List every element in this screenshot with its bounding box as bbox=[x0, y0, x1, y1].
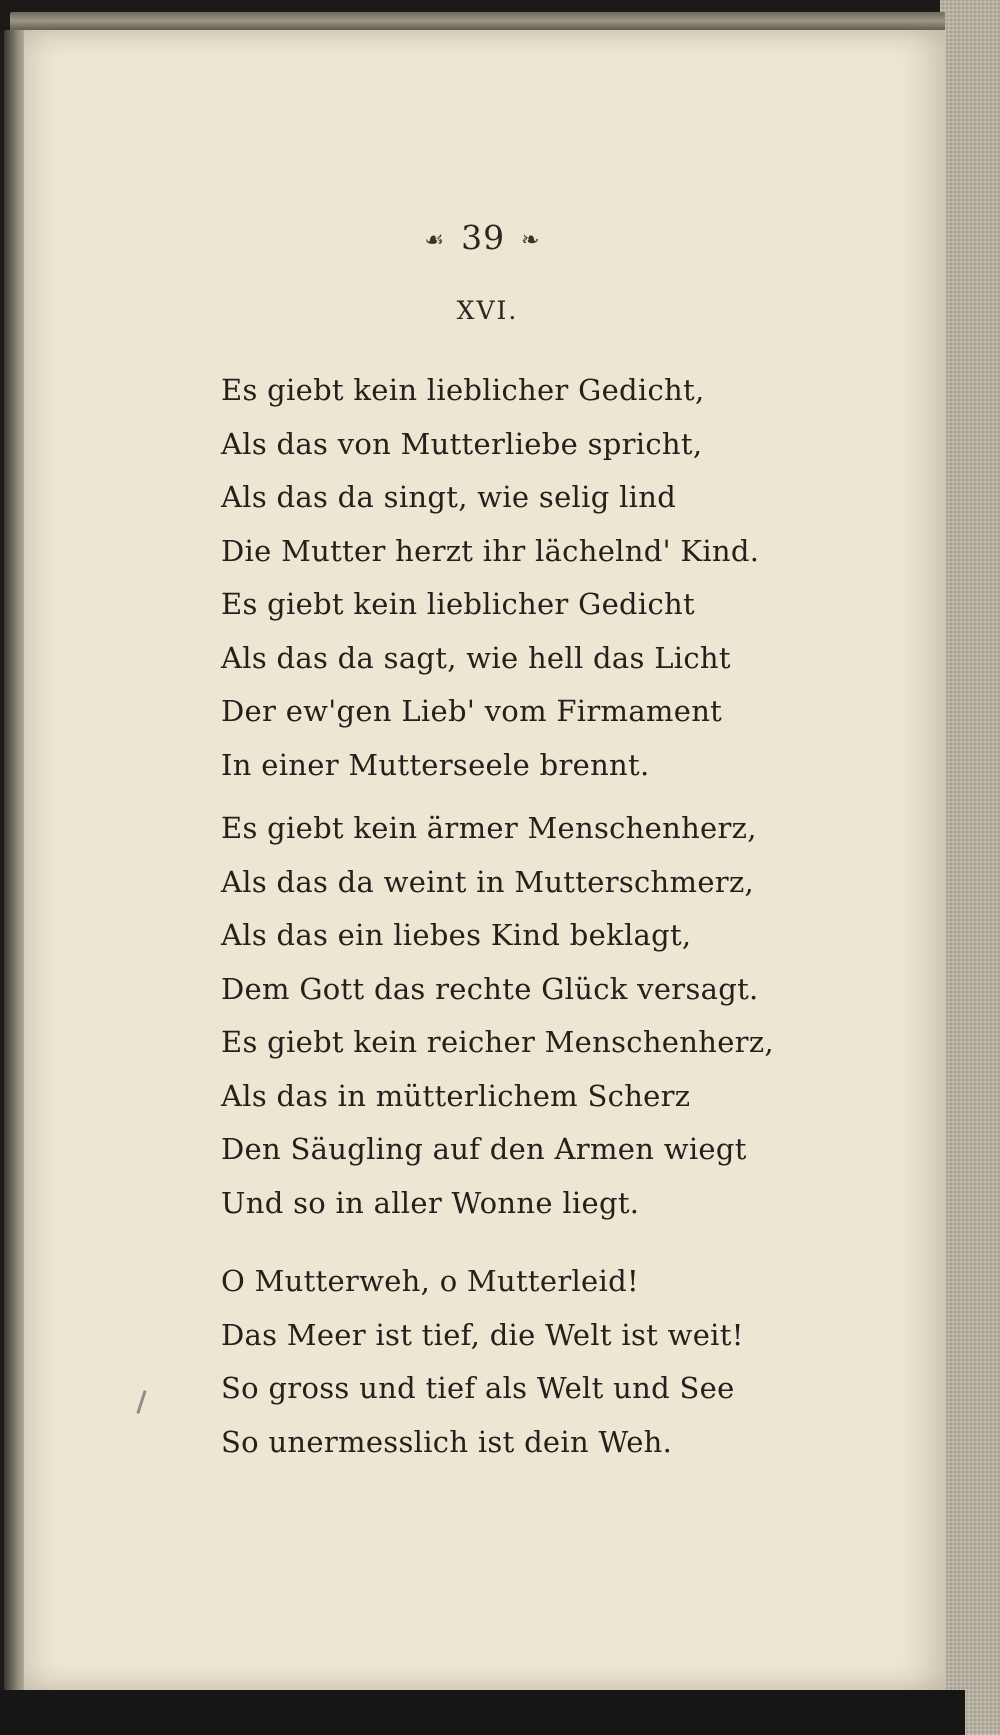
page-number: 39 bbox=[461, 218, 506, 257]
page-number-header bbox=[0, 218, 965, 257]
poem-line: In einer Mutterseele brennt. bbox=[221, 747, 650, 782]
stanza-2 bbox=[221, 802, 781, 1230]
ornament-right-icon: ❧ bbox=[521, 227, 541, 253]
poem-line: Der ew'gen Lieb' vom Firmament bbox=[221, 694, 723, 728]
poem-line: Und so in aller Wonne liegt. bbox=[221, 1185, 640, 1220]
section-number: XVI. bbox=[456, 296, 519, 325]
poem-line: Als das ein liebes Kind beklagt, bbox=[221, 918, 692, 952]
poem-line: Als das da sagt, wie hell das Licht bbox=[221, 640, 731, 675]
stanza-1 bbox=[221, 364, 781, 792]
poem-line: Es giebt kein lieblicher Gedicht, bbox=[221, 373, 705, 407]
stanza-3 bbox=[221, 1255, 781, 1469]
poem-line: Als das von Mutterliebe spricht, bbox=[221, 426, 703, 461]
poem-line: Als das in mütterlichem Scherz bbox=[221, 1078, 691, 1113]
poem-line: Es giebt kein ärmer Menschenherz, bbox=[221, 811, 757, 845]
poem-line: O Mutterweh, o Mutterleid! bbox=[221, 1264, 639, 1298]
poem-line: Den Säugling auf den Armen wiegt bbox=[221, 1132, 747, 1166]
poem-line: Das Meer ist tief, die Welt ist weit! bbox=[221, 1317, 744, 1352]
poem-line: Es giebt kein lieblicher Gedicht bbox=[221, 587, 695, 621]
bottom-board-edge bbox=[0, 1690, 965, 1735]
cloth-background bbox=[940, 0, 1000, 1735]
poem-line: So unermesslich ist dein Weh. bbox=[221, 1424, 673, 1459]
ornament-left-icon: ☙ bbox=[424, 227, 446, 253]
poem-line: Dem Gott das rechte Glück versagt. bbox=[221, 971, 759, 1006]
poem-line: Die Mutter herzt ihr lächelnd' Kind. bbox=[221, 533, 760, 568]
poem-line: So gross und tief als Welt und See bbox=[221, 1371, 735, 1405]
page-edge-left bbox=[4, 30, 26, 1690]
poem-line: Als das da singt, wie selig lind bbox=[221, 480, 677, 514]
poem-line: Als das da weint in Mutterschmerz, bbox=[221, 864, 755, 899]
poem-line: Es giebt kein reicher Menschenherz, bbox=[221, 1025, 774, 1059]
